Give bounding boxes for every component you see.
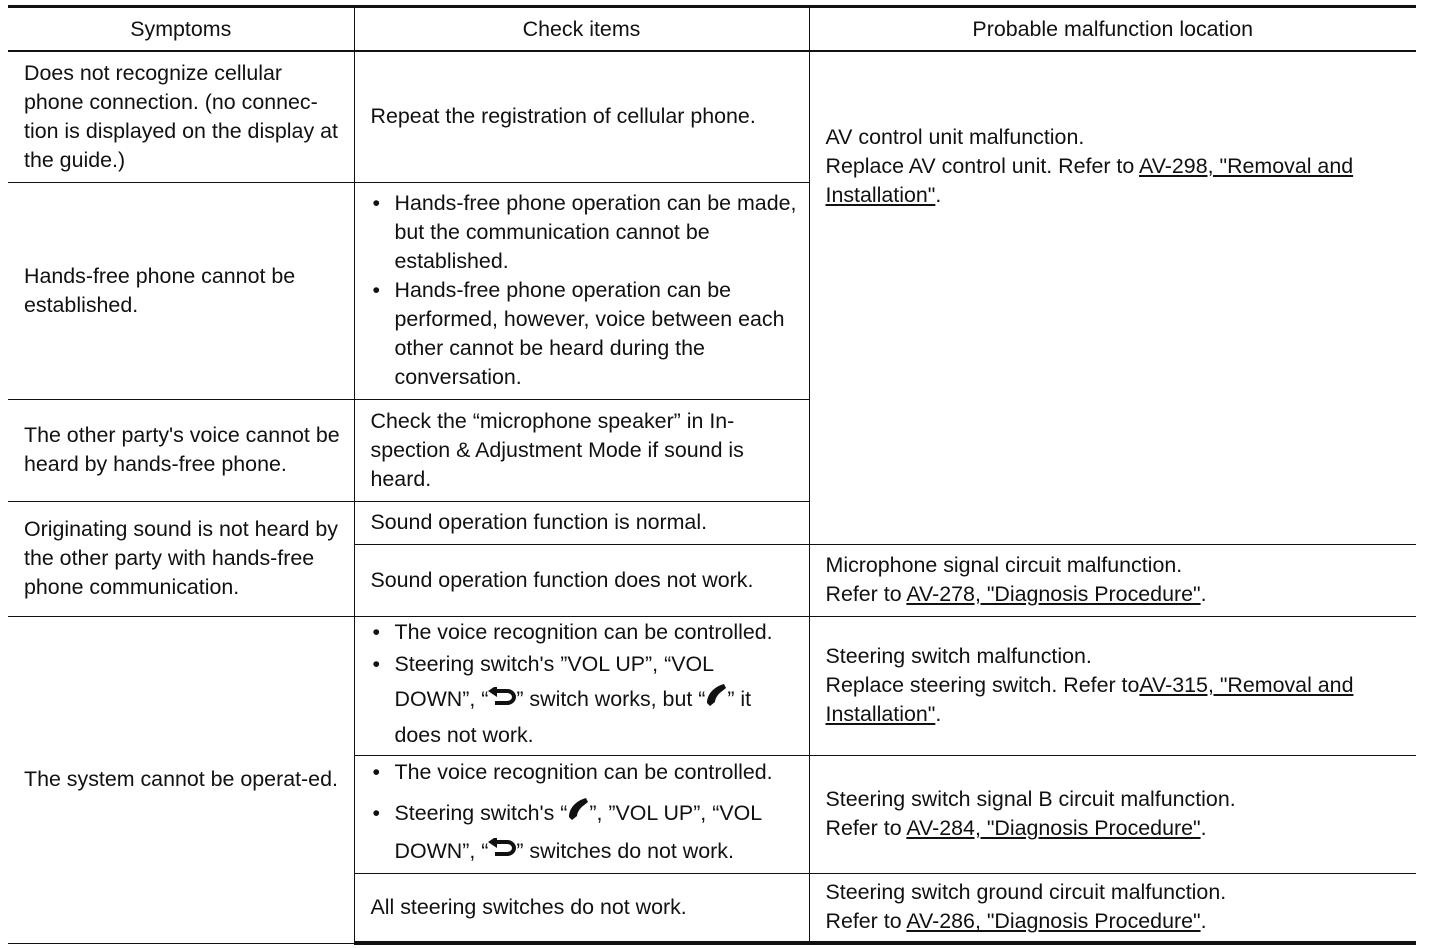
check-cell: All steering switches do not work. xyxy=(354,873,809,943)
symptom-cell: The system cannot be operat-ed. xyxy=(8,616,354,943)
location-ref xyxy=(826,907,1405,936)
header-symptoms: Symptoms xyxy=(8,7,354,52)
location-title: Microphone signal circuit malfunction. xyxy=(825,553,1183,577)
location-ref xyxy=(826,814,1405,843)
location-title: Steering switch signal B circuit malfunction. xyxy=(825,787,1236,811)
ref-link-av-284[interactable]: AV-284, "Diagnosis Procedure" xyxy=(906,816,1201,840)
check-list xyxy=(371,758,797,871)
ref-suffix: . xyxy=(1200,909,1207,934)
check-cell: Repeat the registration of cellular phone. xyxy=(354,51,809,182)
check-cell: Check the “microphone speaker” in In-spection & Adjustment Mode if sound is heard. xyxy=(354,399,809,501)
check-cell xyxy=(354,182,809,399)
location-cell-signal-b xyxy=(809,755,1416,873)
location-title: AV control unit malfunction. xyxy=(825,125,1085,149)
table-row xyxy=(8,616,1416,755)
check-item xyxy=(371,795,797,871)
ref-suffix: . xyxy=(1200,582,1207,606)
location-ref xyxy=(826,671,1405,729)
check-item: • The voice recognition can be controlled. xyxy=(371,618,797,647)
symptom-cell: Originating sound is not heard by the other party with hands-free phone communication. xyxy=(8,501,354,616)
location-ref xyxy=(826,580,1405,609)
ref-prefix: Refer to xyxy=(825,582,907,606)
check-cell xyxy=(354,616,809,755)
symptom-cell: The other party's voice cannot be heard by hands-free phone. xyxy=(8,399,354,501)
phone-handset-icon xyxy=(567,796,589,833)
check-text: ” switch works, but “ xyxy=(516,687,706,712)
location-cell-steering-switch xyxy=(809,616,1416,755)
check-text: Steering switch's ”VOL UP”, “VOL DOWN”, “ xyxy=(394,652,714,712)
phone-handset-icon xyxy=(705,683,727,718)
ref-link-av-278[interactable]: AV-278, "Diagnosis Procedure" xyxy=(906,582,1201,606)
location-cell-av-unit xyxy=(809,51,1416,544)
symptom-cell: Does not recognize cellular phone connection. (no connec-tion is displayed on the display at the guide.) xyxy=(8,51,354,182)
ref-prefix: Replace steering switch. Refer to xyxy=(825,673,1140,697)
check-text: ” switches do not work. xyxy=(516,838,734,863)
table-row xyxy=(8,51,1416,182)
check-item xyxy=(371,647,797,753)
ref-suffix: . xyxy=(935,183,942,207)
back-arrow-icon xyxy=(488,833,516,870)
check-item: • Hands-free phone operation can be performed, however, voice between each other cannot be heard during the conversation. xyxy=(371,276,797,392)
ref-link-av-286[interactable]: AV-286, "Diagnosis Procedure" xyxy=(906,909,1201,934)
check-list xyxy=(371,618,797,753)
ref-suffix: . xyxy=(935,702,942,726)
location-title: Steering switch ground circuit malfunction. xyxy=(825,880,1227,905)
check-list xyxy=(371,189,797,392)
diagnosis-table xyxy=(8,5,1416,945)
back-arrow-icon xyxy=(488,683,516,718)
ref-link-av-315[interactable]: AV-315, "Removal and Installation" xyxy=(825,673,1354,726)
check-text: ”, ”VOL UP”, “VOL DOWN”, “ xyxy=(394,800,762,863)
location-title: Steering switch malfunction. xyxy=(825,644,1092,668)
location-cell-ground xyxy=(809,873,1416,943)
check-cell: Sound operation function is normal. xyxy=(354,501,809,544)
check-item: • The voice recognition can be controlled. xyxy=(371,758,797,787)
ref-prefix: Replace AV control unit. Refer to xyxy=(825,154,1140,178)
check-cell: Sound operation function does not work. xyxy=(354,544,809,616)
ref-prefix: Refer to xyxy=(825,909,907,934)
check-text: ” it does not work. xyxy=(394,687,752,747)
symptom-cell: Hands-free phone cannot be established. xyxy=(8,182,354,399)
check-text: Steering switch's “ xyxy=(394,800,568,825)
location-cell-microphone xyxy=(809,544,1416,616)
header-check-items: Check items xyxy=(354,7,809,52)
header-malfunction-location: Probable malfunction location xyxy=(809,7,1416,52)
check-item: • Hands-free phone operation can be made, but the communication cannot be established. xyxy=(371,189,797,276)
ref-prefix: Refer to xyxy=(825,816,907,840)
header-row xyxy=(8,7,1416,52)
check-cell xyxy=(354,755,809,873)
location-ref xyxy=(826,152,1405,210)
ref-link-av-298[interactable]: AV-298, "Removal and Installation" xyxy=(825,154,1354,207)
ref-suffix: . xyxy=(1200,816,1207,840)
